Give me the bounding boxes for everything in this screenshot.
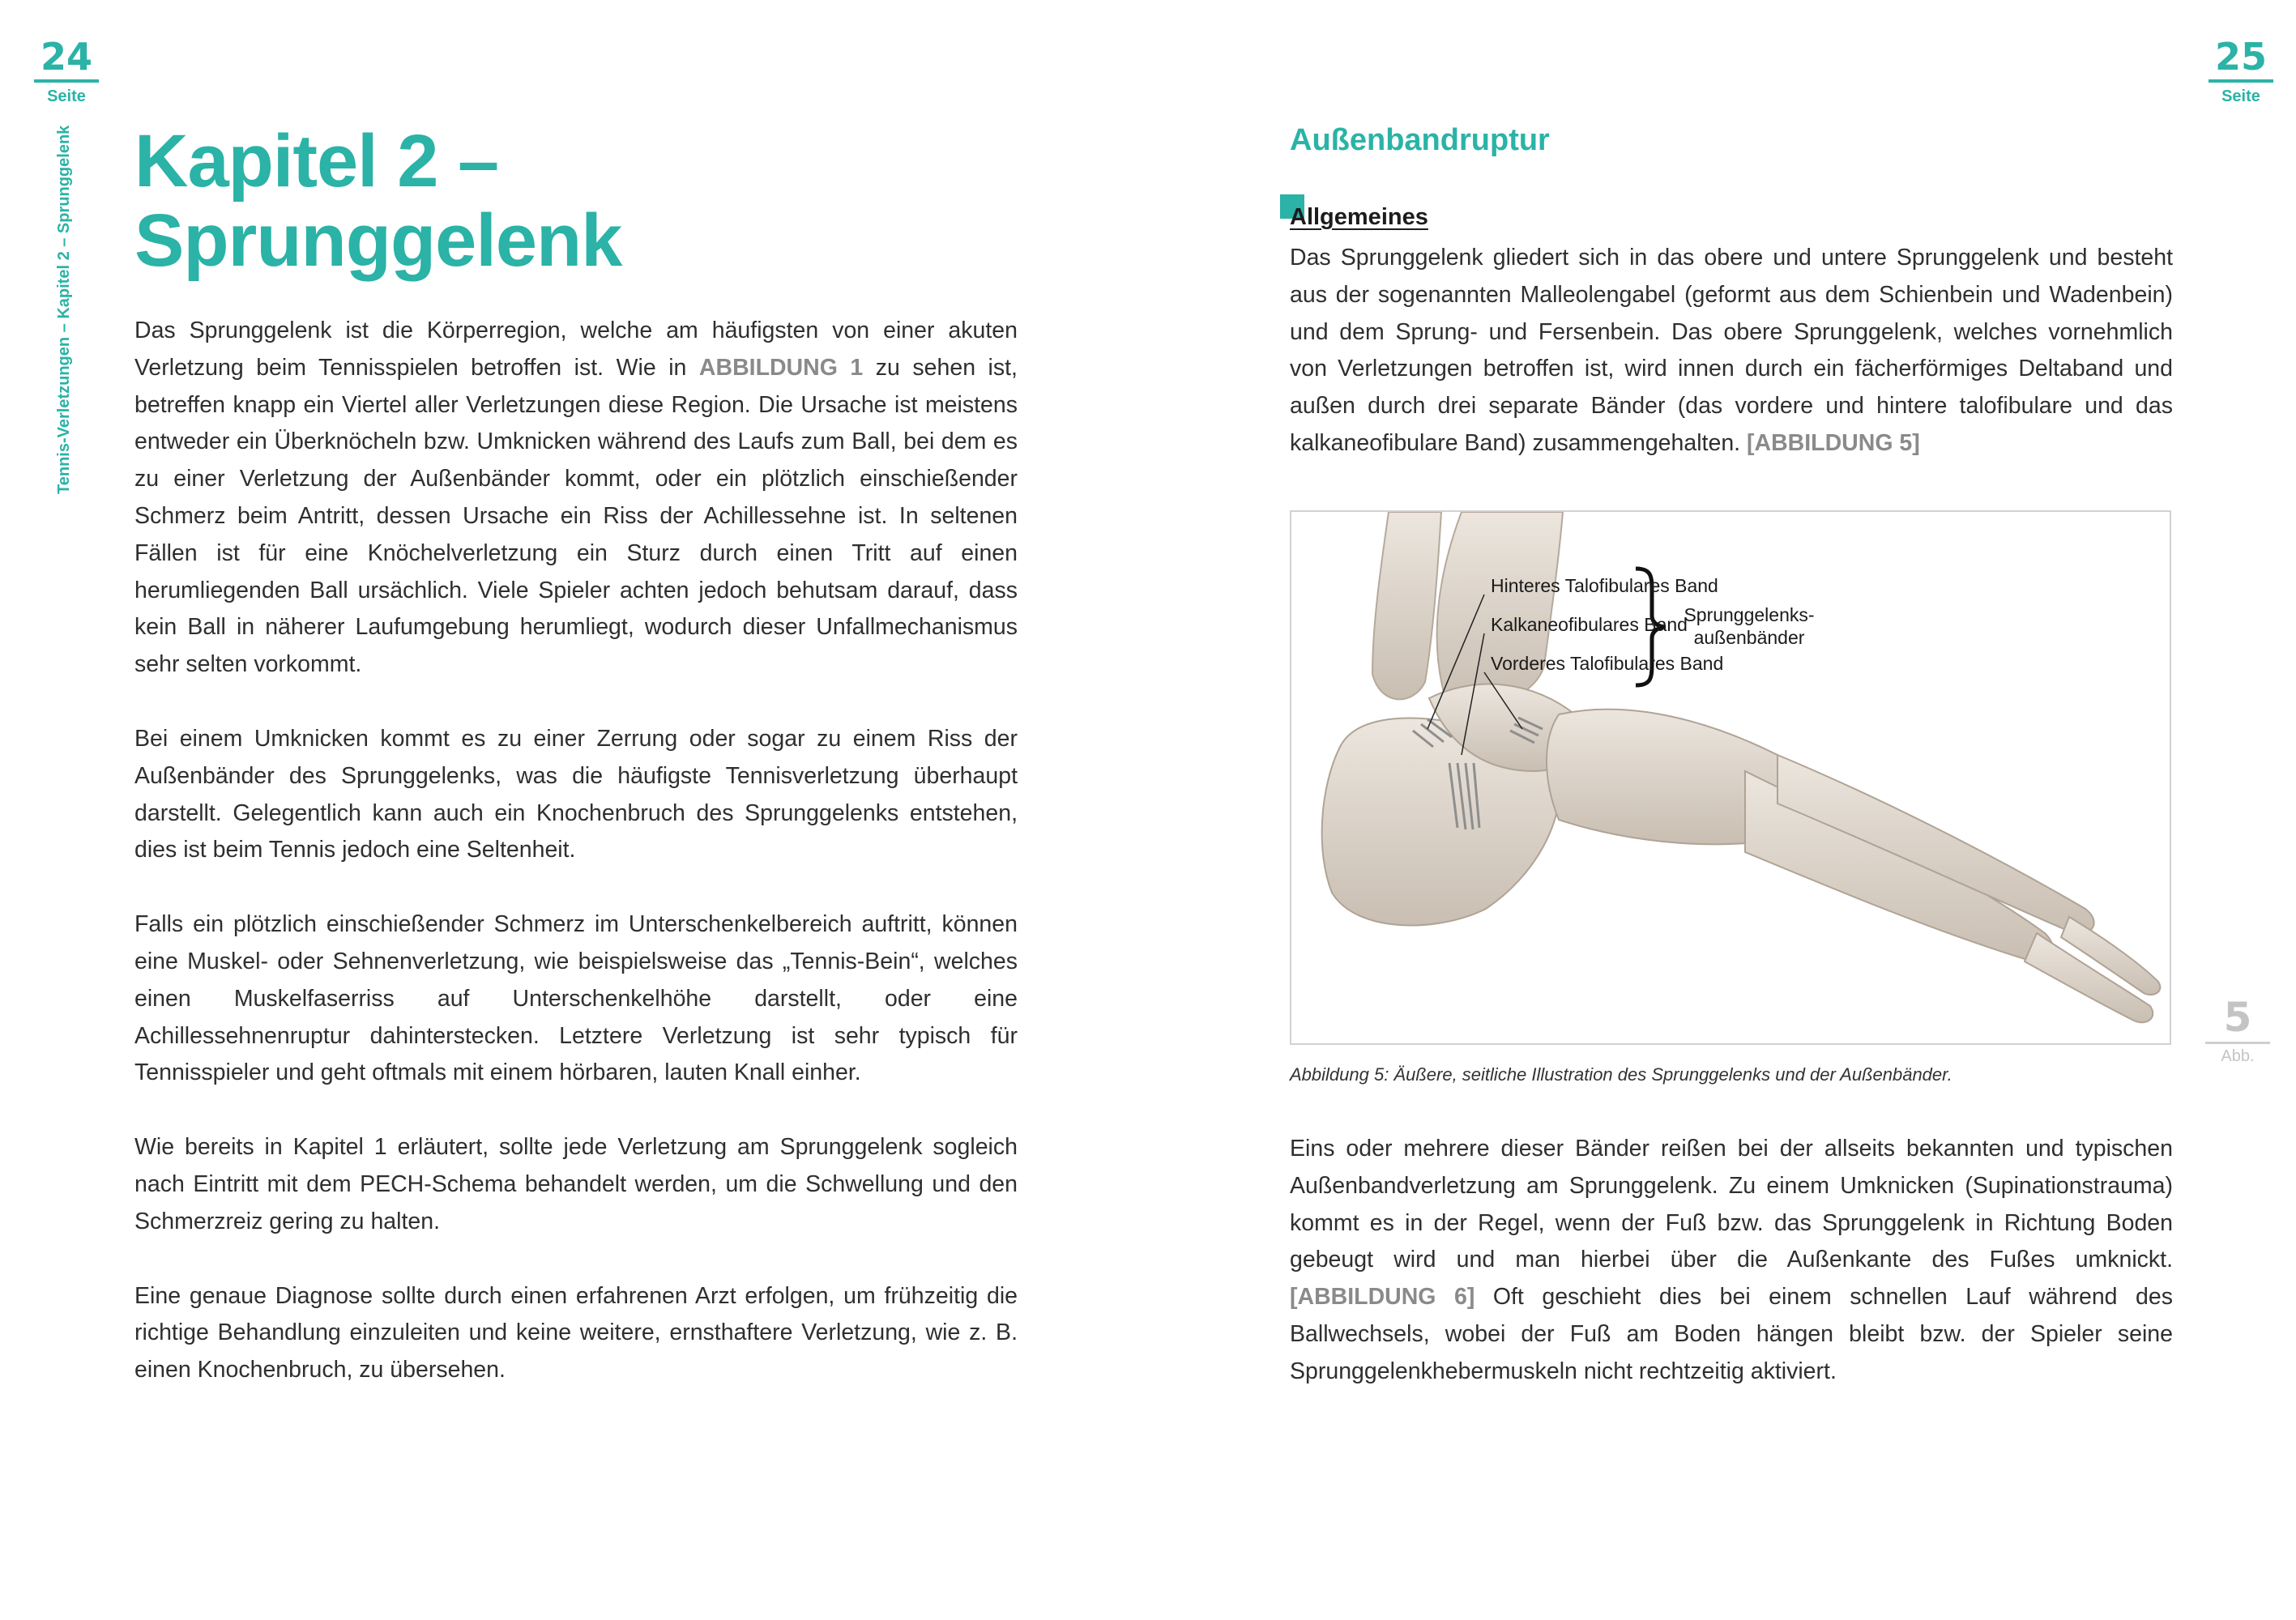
label-vorderes-band: Vorderes Talofibulares Band <box>1491 653 1724 674</box>
group-label-line1: Sprunggelenks- <box>1684 604 1815 625</box>
label-group <box>1672 603 1826 649</box>
page-number: 25 <box>2214 35 2267 79</box>
foot-skeleton-illustration <box>1291 512 2171 1045</box>
text-run: Das Sprunggelenk ist die Körperregion, welche am häufigsten von einer akuten Verletzung beim Tennisspielen betroffen ist. Wie in <box>134 318 1018 381</box>
figure-reference: ABBILDUNG 1 <box>698 354 864 381</box>
section-title: Außenbandruptur <box>1290 123 1550 157</box>
chapter-title-line2: Sprunggelenk <box>134 199 622 282</box>
figure-caption: Abbildung 5: Äußere, seitliche Illustration des Sprunggelenks und der Außenbänder. <box>1290 1064 1952 1085</box>
text-run: Falls ein plötzlich einschießender Schmerz im Unterschenkelbereich auftritt, können eine Muskel- oder Sehnenverletzung, wie beispielsweise das „Tennis-Bein“, welches einen Muskelfaserriss auf Unterschenkelhöhe darstellt, oder eine Achillessehnenruptur dahinterstecken. Letztere Verletzung ist sehr typisch für Tennisspieler und geht oftmals mit einem hörbaren, lauten Knall einher. <box>134 911 1018 1086</box>
page-label: Seite <box>47 87 86 105</box>
group-label-line2: außenbänder <box>1693 627 1805 648</box>
page-number-left <box>34 36 99 106</box>
text-run: zu sehen ist, betreffen knapp ein Viertel aller Verletzungen diese Region. Die Ursache ist meistens entweder ein Überknöcheln bzw. Umknicken während des Laufs zum Ball, bei dem es zu einer Verletzung der Außenbänder kommt, oder ein plötzlich einschießender Schmerz beim Antritt, dessen Ursache ein Riss der Achillessehne ist. In seltenen Fällen ist für eine Knöchelverletzung ein Sturz durch einen Tritt auf einen herumliegenden Ball ursächlich. Viele Spieler achten jedoch behutsam darauf, dass kein Ball in näherer Laufumgebung herumliegt, wodurch dieser Unfallmechanismus sehr selten vorkommt. <box>134 354 1018 678</box>
body-paragraph <box>1290 1131 2173 1391</box>
page-number-rule <box>34 79 99 83</box>
chapter-title <box>134 122 864 280</box>
figure-reference: [ABBILDUNG 6] <box>1290 1284 1475 1311</box>
fibula-bone <box>1372 512 1441 699</box>
page-number-rule <box>2209 79 2273 83</box>
page-number-right <box>2209 36 2273 106</box>
figure-number-rule <box>2205 1042 2270 1044</box>
text-run: Das Sprunggelenk gliedert sich in das obere und untere Sprunggelenk und besteht aus der sogenannten Malleolengabel (geformt aus dem Schienbein und Wadenbein) und dem Sprung- und Fersenbein. Das obere Sprunggelenk, welches vornehmlich von Verletzungen betroffen ist, wird innen durch ein fächerförmiges Deltaband und außen durch drei separate Bänder (das vordere und hintere talofibulare und das kalkaneofibulare Band) zusammengehalten. <box>1290 245 2173 456</box>
body-paragraph <box>134 313 1018 684</box>
body-paragraph <box>134 906 1018 1092</box>
intro-text <box>1290 240 2173 463</box>
text-run: Eins oder mehrere dieser Bänder reißen bei der allseits bekannten und typischen Außenbandverletzung am Sprunggelenk. Zu einem Umknicken (Supinationstrauma) kommt es in der Regel, wenn der Fuß bzw. das Sprunggelenk in Richtung Boden gebeugt wird und man hierbei über die Außenkante des Fußes umknickt. <box>1290 1136 2173 1273</box>
text-run: Bei einem Umknicken kommt es zu einer Zerrung oder sogar zu einem Riss der Außenbänder des Sprunggelenks, was die häufigste Tennisverletzung überhaupt darstellt. Gelegentlich kann auch ein Knochenbruch des Sprunggelenks entstehen, dies ist beim Tennis jedoch eine Seltenheit. <box>134 725 1018 863</box>
body-text-right <box>1290 1131 2173 1391</box>
page-number: 24 <box>40 35 92 79</box>
running-head: Tennis-Verletzungen – Kapitel 2 – Sprunggelenk <box>55 125 73 494</box>
figure-number-value: 5 <box>2223 994 2252 1041</box>
body-paragraph <box>134 1129 1018 1240</box>
intro-paragraph <box>1290 240 2173 463</box>
text-run: Oft geschieht dies bei einem schnellen Lauf während des Ballwechsels, wobei der Fuß am Boden hängen bleibt bzw. der Spieler seine Sprunggelenkhebermuskeln nicht rechtzeitig aktiviert. <box>1290 1284 2173 1384</box>
text-run: Eine genaue Diagnose sollte durch einen erfahrenen Arzt erfolgen, um frühzeitig die richtige Behandlung einzuleiten und keine weitere, ernsthaftere Verletzung, wie z. B. einen Knochenbruch, zu übersehen. <box>134 1282 1018 1383</box>
chapter-title-line1: Kapitel 2 – <box>134 120 499 202</box>
figure-number-label: Abb. <box>2221 1047 2255 1065</box>
body-paragraph <box>134 721 1018 869</box>
page-label: Seite <box>2221 87 2260 105</box>
text-run: Wie bereits in Kapitel 1 erläutert, sollte jede Verletzung am Sprunggelenk sogleich nach Eintritt mit dem PECH-Schema behandelt werden, um die Schwellung und den Schmerzreiz gering zu halten. <box>134 1134 1018 1234</box>
left-body-text <box>134 313 1018 1426</box>
figure-ankle-illustration <box>1290 510 2171 1045</box>
label-hinteres-band: Hinteres Talofibulares Band <box>1491 575 1718 596</box>
subsection-title: Allgemeines <box>1290 204 1428 230</box>
figure-reference: [ABBILDUNG 5] <box>1747 429 1920 456</box>
body-paragraph <box>134 1278 1018 1389</box>
label-kalkaneofibulares-band: Kalkaneofibulares Band <box>1491 614 1688 635</box>
figure-number <box>2205 995 2270 1066</box>
tibia-bone <box>1437 512 1563 705</box>
